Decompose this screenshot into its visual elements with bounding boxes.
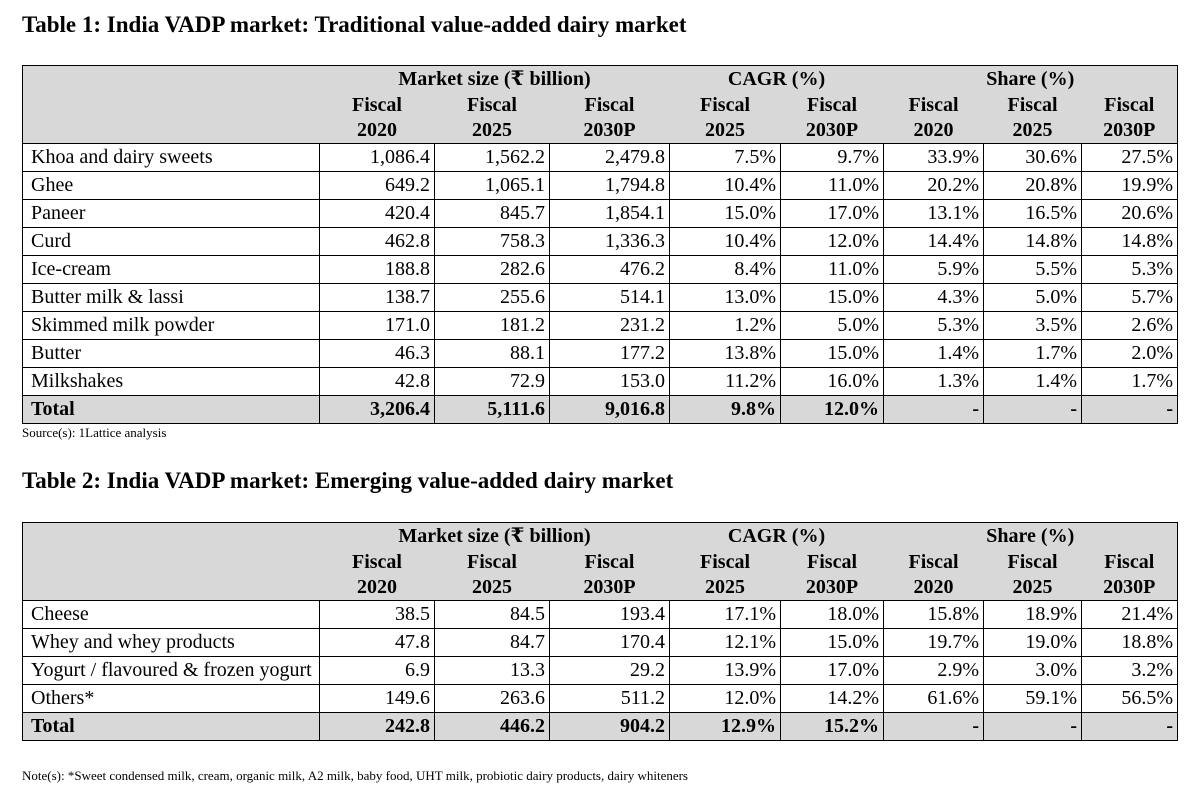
table-row	[23, 256, 1178, 284]
table-cell: 18.9%	[984, 601, 1082, 629]
table-cell: 20.2%	[884, 172, 984, 200]
table-cell: 42.8	[320, 368, 435, 396]
stub-header	[23, 523, 320, 551]
table-cell: 5.3%	[1082, 256, 1178, 284]
table-cell: 15.0%	[781, 629, 884, 657]
row-label: Yogurt / flavoured & frozen yogurt	[23, 657, 320, 685]
table1	[22, 65, 1178, 424]
table-row	[23, 200, 1178, 228]
total-cell: -	[984, 713, 1082, 741]
table-cell: 231.2	[550, 312, 670, 340]
table-cell: 1.7%	[1082, 368, 1178, 396]
header-group-row	[23, 66, 1178, 94]
table-cell: 1,794.8	[550, 172, 670, 200]
column-header-row	[23, 93, 1178, 118]
total-cell: -	[1082, 713, 1178, 741]
total-cell: 5,111.6	[435, 396, 550, 424]
column-header: 2030P	[781, 575, 884, 601]
table-cell: 2.0%	[1082, 340, 1178, 368]
column-header: Fiscal	[781, 550, 884, 575]
column-header: Fiscal	[984, 93, 1082, 118]
group-header: CAGR (%)	[670, 66, 884, 94]
table-cell: 1,086.4	[320, 144, 435, 172]
table-cell: 20.8%	[984, 172, 1082, 200]
table-cell: 255.6	[435, 284, 550, 312]
table-cell: 1.4%	[984, 368, 1082, 396]
table1-source-note: Source(s): 1Lattice analysis	[22, 425, 167, 440]
total-cell: 9.8%	[670, 396, 781, 424]
column-header: 2025	[435, 118, 550, 144]
table-cell: 3.5%	[984, 312, 1082, 340]
table-cell: 72.9	[435, 368, 550, 396]
table-cell: 16.0%	[781, 368, 884, 396]
stub-header	[23, 118, 320, 144]
column-header: 2030P	[781, 118, 884, 144]
table-cell: 2,479.8	[550, 144, 670, 172]
table-cell: 12.0%	[781, 228, 884, 256]
column-header: Fiscal	[320, 93, 435, 118]
table-cell: 29.2	[550, 657, 670, 685]
row-label: Paneer	[23, 200, 320, 228]
stub-header	[23, 93, 320, 118]
table-cell: 282.6	[435, 256, 550, 284]
table-cell: 15.0%	[781, 284, 884, 312]
row-label: Khoa and dairy sweets	[23, 144, 320, 172]
table-cell: 11.0%	[781, 256, 884, 284]
table-cell: 46.3	[320, 340, 435, 368]
table-cell: 2.6%	[1082, 312, 1178, 340]
group-header: Share (%)	[884, 66, 1178, 94]
total-cell: -	[984, 396, 1082, 424]
table-cell: 9.7%	[781, 144, 884, 172]
table-cell: 14.8%	[984, 228, 1082, 256]
column-header: 2025	[670, 575, 781, 601]
table-cell: 84.7	[435, 629, 550, 657]
column-header-row	[23, 550, 1178, 575]
table-cell: 13.8%	[670, 340, 781, 368]
column-header: Fiscal	[670, 550, 781, 575]
table-cell: 1.4%	[884, 340, 984, 368]
total-cell: 15.2%	[781, 713, 884, 741]
column-header: 2020	[320, 575, 435, 601]
total-cell: 242.8	[320, 713, 435, 741]
column-header: 2025	[984, 575, 1082, 601]
table-cell: 1.2%	[670, 312, 781, 340]
table-cell: 14.2%	[781, 685, 884, 713]
table2-footnote: Note(s): *Sweet condensed milk, cream, organic milk, A2 milk, baby food, UHT milk, probiotic dairy products, dairy whiteners	[22, 768, 688, 783]
column-header: 2020	[884, 575, 984, 601]
table-cell: 33.9%	[884, 144, 984, 172]
table-cell: 21.4%	[1082, 601, 1178, 629]
table-row	[23, 340, 1178, 368]
table-cell: 845.7	[435, 200, 550, 228]
table-cell: 19.0%	[984, 629, 1082, 657]
table-cell: 18.8%	[1082, 629, 1178, 657]
table-cell: 17.0%	[781, 657, 884, 685]
table-cell: 177.2	[550, 340, 670, 368]
row-label: Milkshakes	[23, 368, 320, 396]
stub-header	[23, 575, 320, 601]
table-cell: 11.0%	[781, 172, 884, 200]
table-cell: 1,065.1	[435, 172, 550, 200]
table-cell: 514.1	[550, 284, 670, 312]
total-cell: -	[884, 713, 984, 741]
table-cell: 16.5%	[984, 200, 1082, 228]
table-cell: 1,336.3	[550, 228, 670, 256]
table-cell: 193.4	[550, 601, 670, 629]
table-cell: 10.4%	[670, 228, 781, 256]
table-cell: 15.0%	[781, 340, 884, 368]
table-cell: 17.1%	[670, 601, 781, 629]
table-cell: 13.1%	[884, 200, 984, 228]
column-header: Fiscal	[884, 550, 984, 575]
table-cell: 1,562.2	[435, 144, 550, 172]
table-cell: 649.2	[320, 172, 435, 200]
row-label: Skimmed milk powder	[23, 312, 320, 340]
table-cell: 3.0%	[984, 657, 1082, 685]
table-cell: 181.2	[435, 312, 550, 340]
table-cell: 138.7	[320, 284, 435, 312]
table-row	[23, 144, 1178, 172]
table-cell: 758.3	[435, 228, 550, 256]
row-label: Ice-cream	[23, 256, 320, 284]
group-header: Share (%)	[884, 523, 1178, 551]
total-label: Total	[23, 713, 320, 741]
table-cell: 4.3%	[884, 284, 984, 312]
table-cell: 3.2%	[1082, 657, 1178, 685]
total-cell: 446.2	[435, 713, 550, 741]
group-header: Market size (₹ billion)	[320, 66, 670, 94]
table-row	[23, 284, 1178, 312]
table-cell: 15.0%	[670, 200, 781, 228]
table-cell: 59.1%	[984, 685, 1082, 713]
table-cell: 13.9%	[670, 657, 781, 685]
table-cell: 1.3%	[884, 368, 984, 396]
table-cell: 20.6%	[1082, 200, 1178, 228]
column-header: 2030P	[550, 118, 670, 144]
table-row	[23, 601, 1178, 629]
table-cell: 19.9%	[1082, 172, 1178, 200]
column-header: 2030P	[1082, 118, 1178, 144]
column-header: Fiscal	[550, 93, 670, 118]
column-header: Fiscal	[781, 93, 884, 118]
total-cell: -	[884, 396, 984, 424]
table-cell: 8.4%	[670, 256, 781, 284]
table-cell: 27.5%	[1082, 144, 1178, 172]
total-cell: 12.9%	[670, 713, 781, 741]
table-cell: 14.4%	[884, 228, 984, 256]
table-cell: 171.0	[320, 312, 435, 340]
table-cell: 5.7%	[1082, 284, 1178, 312]
row-label: Others*	[23, 685, 320, 713]
table-cell: 56.5%	[1082, 685, 1178, 713]
table-cell: 2.9%	[884, 657, 984, 685]
table-cell: 1.7%	[984, 340, 1082, 368]
table-row	[23, 368, 1178, 396]
column-header: Fiscal	[1082, 550, 1178, 575]
table-cell: 476.2	[550, 256, 670, 284]
table-cell: 12.1%	[670, 629, 781, 657]
table2	[22, 522, 1178, 741]
column-header: 2030P	[1082, 575, 1178, 601]
row-label: Ghee	[23, 172, 320, 200]
table-cell: 188.8	[320, 256, 435, 284]
row-label: Butter	[23, 340, 320, 368]
stub-header	[23, 66, 320, 94]
table-cell: 511.2	[550, 685, 670, 713]
column-header: Fiscal	[884, 93, 984, 118]
total-label: Total	[23, 396, 320, 424]
row-label: Curd	[23, 228, 320, 256]
table-cell: 153.0	[550, 368, 670, 396]
column-header-row	[23, 575, 1178, 601]
column-header: 2020	[884, 118, 984, 144]
table-cell: 5.9%	[884, 256, 984, 284]
row-label: Cheese	[23, 601, 320, 629]
table-cell: 5.0%	[984, 284, 1082, 312]
table-cell: 1,854.1	[550, 200, 670, 228]
row-label: Butter milk & lassi	[23, 284, 320, 312]
total-cell: 904.2	[550, 713, 670, 741]
column-header: 2025	[435, 575, 550, 601]
table-cell: 5.5%	[984, 256, 1082, 284]
total-cell: 12.0%	[781, 396, 884, 424]
column-header: Fiscal	[984, 550, 1082, 575]
table-cell: 61.6%	[884, 685, 984, 713]
table-row	[23, 228, 1178, 256]
row-label: Whey and whey products	[23, 629, 320, 657]
table-cell: 170.4	[550, 629, 670, 657]
column-header: Fiscal	[550, 550, 670, 575]
table-cell: 462.8	[320, 228, 435, 256]
column-header: 2025	[670, 118, 781, 144]
column-header: Fiscal	[670, 93, 781, 118]
table-row	[23, 312, 1178, 340]
total-cell: 9,016.8	[550, 396, 670, 424]
total-row	[23, 396, 1178, 424]
column-header: Fiscal	[320, 550, 435, 575]
table-cell: 7.5%	[670, 144, 781, 172]
table-cell: 5.0%	[781, 312, 884, 340]
column-header-row	[23, 118, 1178, 144]
column-header: Fiscal	[1082, 93, 1178, 118]
table1-title: Table 1: India VADP market: Traditional value-added dairy market	[22, 12, 687, 37]
table-row	[23, 685, 1178, 713]
table-cell: 19.7%	[884, 629, 984, 657]
table-cell: 149.6	[320, 685, 435, 713]
table-cell: 12.0%	[670, 685, 781, 713]
group-header: Market size (₹ billion)	[320, 523, 670, 551]
column-header: 2030P	[550, 575, 670, 601]
table-row	[23, 657, 1178, 685]
table-cell: 5.3%	[884, 312, 984, 340]
group-header: CAGR (%)	[670, 523, 884, 551]
table-cell: 13.3	[435, 657, 550, 685]
table-cell: 10.4%	[670, 172, 781, 200]
table-cell: 11.2%	[670, 368, 781, 396]
total-cell: -	[1082, 396, 1178, 424]
table-cell: 47.8	[320, 629, 435, 657]
header-group-row	[23, 523, 1178, 551]
table-cell: 18.0%	[781, 601, 884, 629]
total-row	[23, 713, 1178, 741]
table-row	[23, 629, 1178, 657]
table-cell: 263.6	[435, 685, 550, 713]
column-header: 2020	[320, 118, 435, 144]
table-cell: 38.5	[320, 601, 435, 629]
table-cell: 420.4	[320, 200, 435, 228]
stub-header	[23, 550, 320, 575]
total-cell: 3,206.4	[320, 396, 435, 424]
column-header: 2025	[984, 118, 1082, 144]
table-cell: 13.0%	[670, 284, 781, 312]
table-cell: 15.8%	[884, 601, 984, 629]
column-header: Fiscal	[435, 550, 550, 575]
table-cell: 17.0%	[781, 200, 884, 228]
table-cell: 14.8%	[1082, 228, 1178, 256]
table2-title: Table 2: India VADP market: Emerging value-added dairy market	[22, 468, 674, 493]
column-header: Fiscal	[435, 93, 550, 118]
table-cell: 6.9	[320, 657, 435, 685]
table-cell: 30.6%	[984, 144, 1082, 172]
table-row	[23, 172, 1178, 200]
table-cell: 88.1	[435, 340, 550, 368]
table-cell: 84.5	[435, 601, 550, 629]
